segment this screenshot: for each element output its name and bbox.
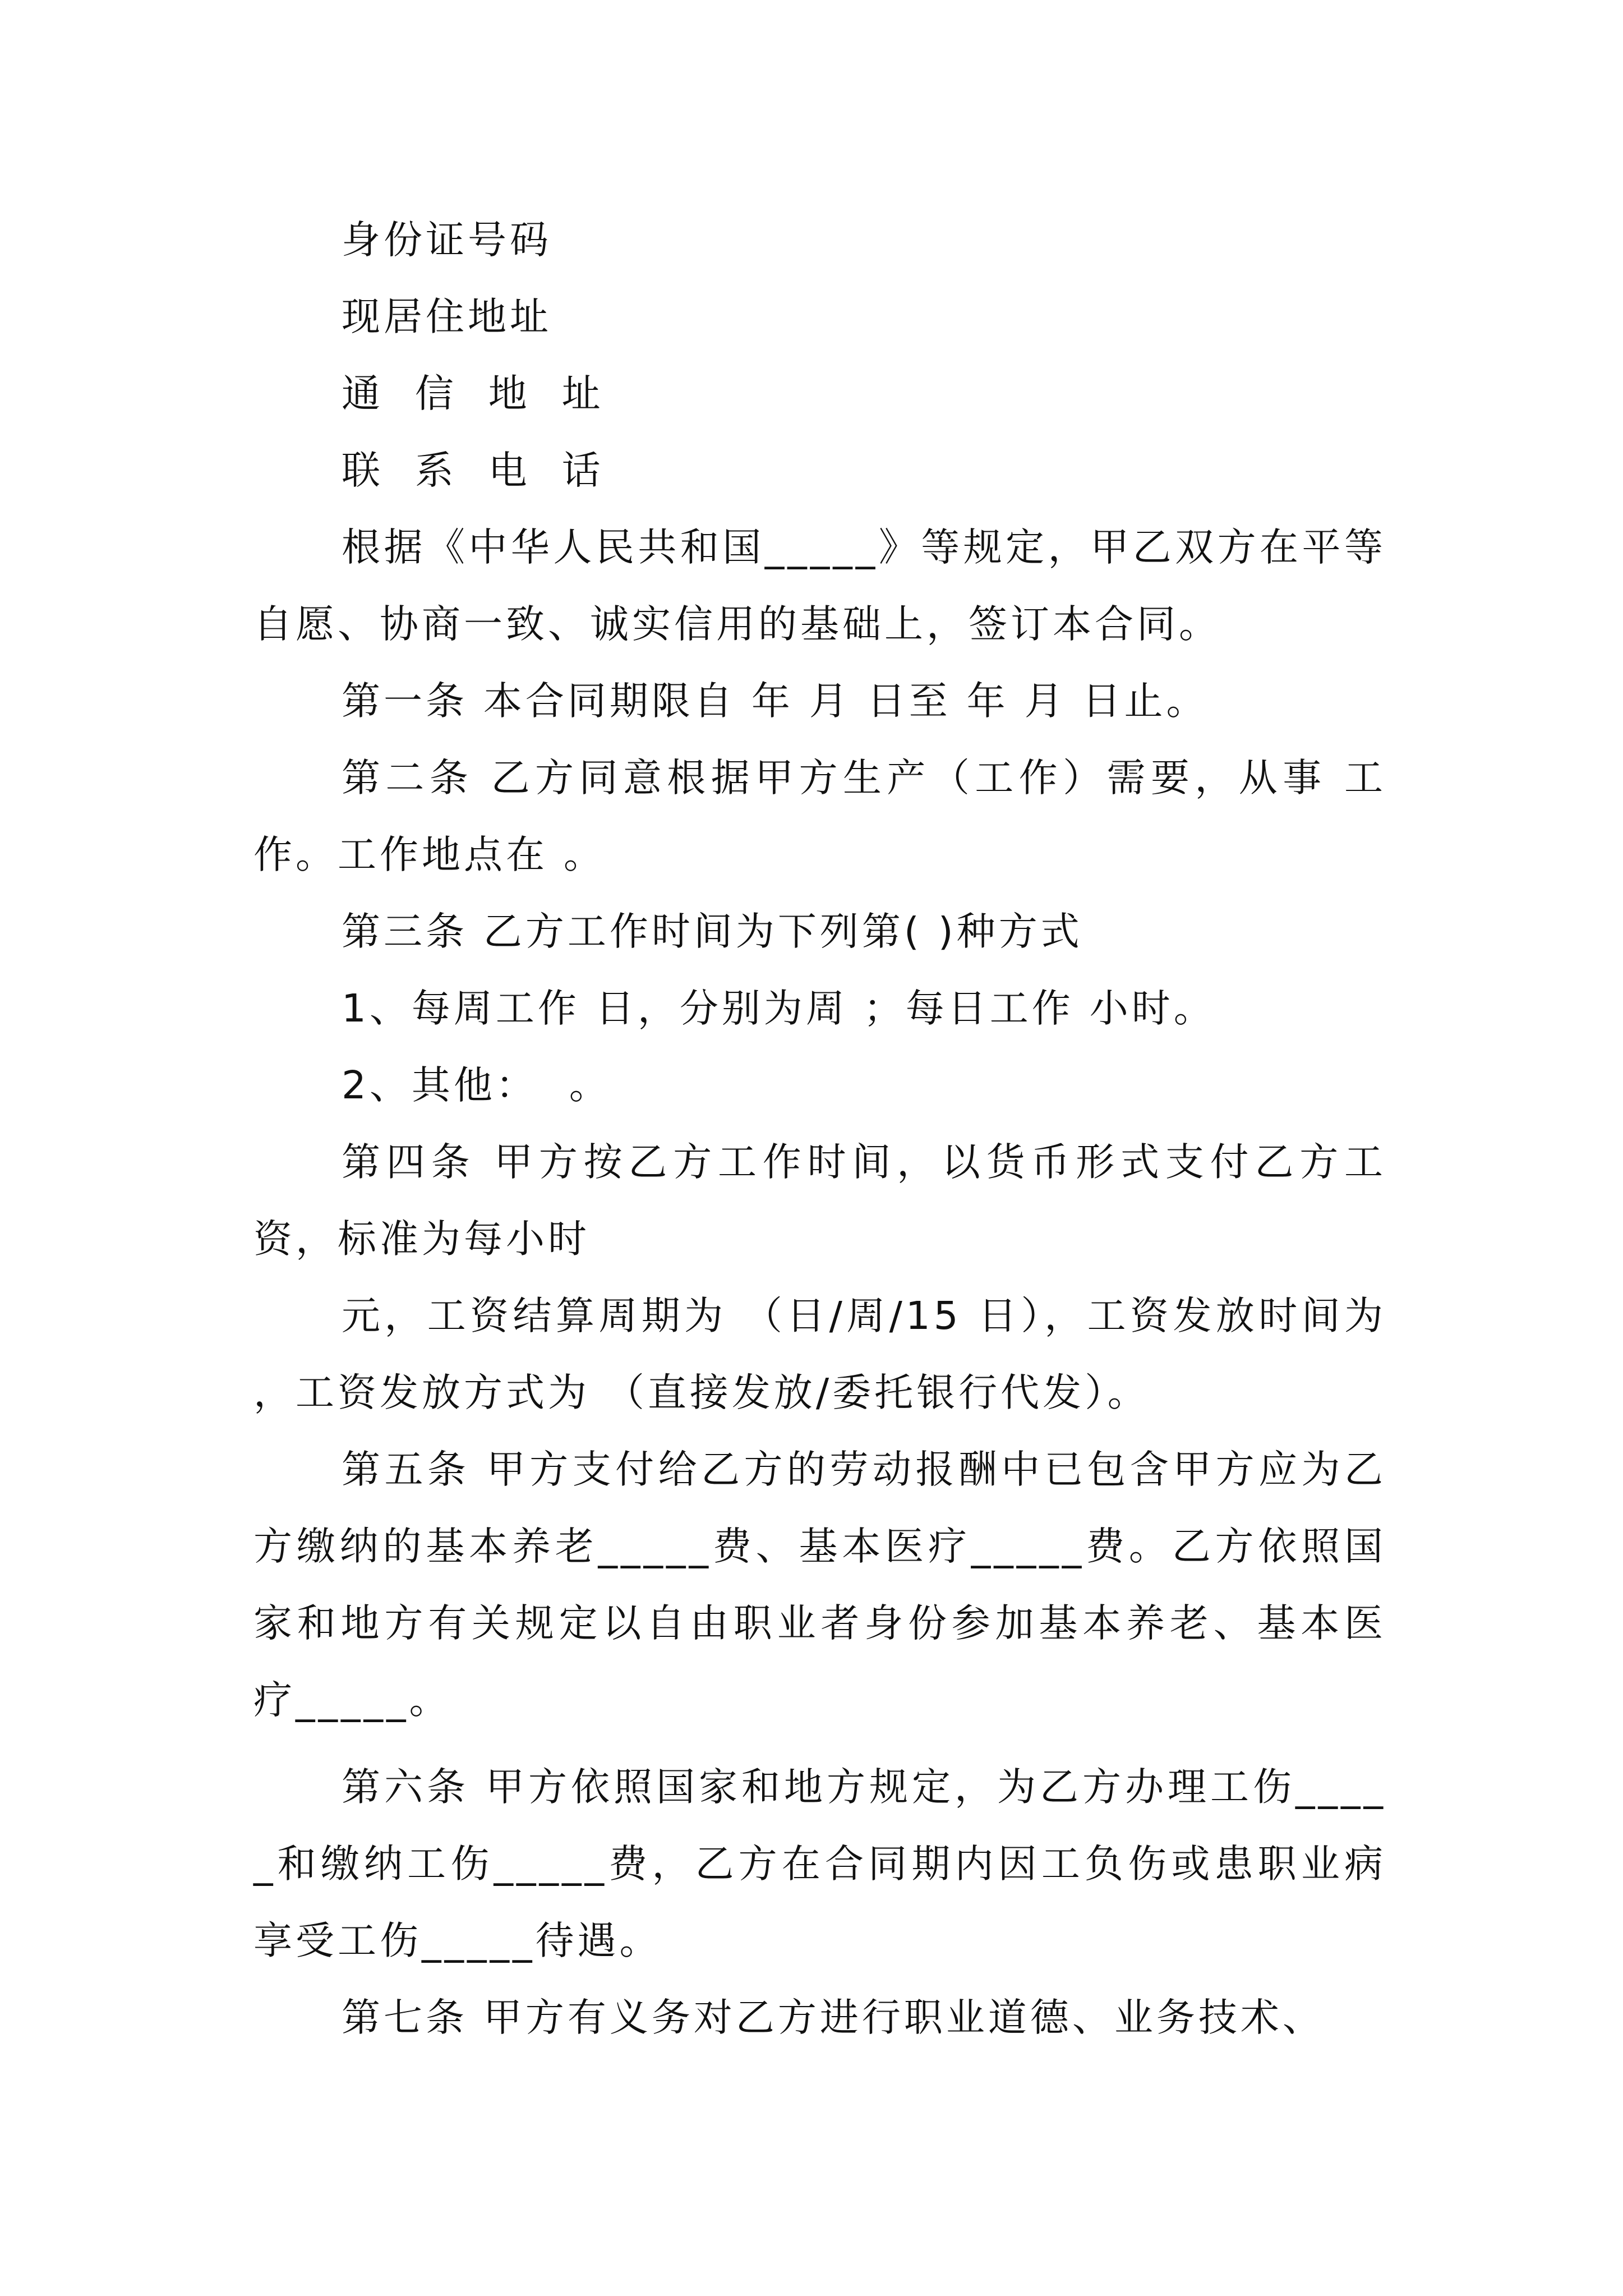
article-2: 第二条 乙方同意根据甲方生产（工作）需要，从事 工作。工作地点在 。 xyxy=(253,756,1386,877)
article-5: 第五条 甲方支付给乙方的劳动报酬中已包含甲方应为乙方缴纳的基本养老_____费、基本医疗_____费。乙方依照国家和地方有关规定以自由职业者身份参加基本养老、基本医疗_____。 xyxy=(253,1447,1386,1723)
document-body xyxy=(253,202,1402,2056)
article-4-continued: 元，工资结算周期为 （日/周/15 日），工资发放时间为 ，工资发放方式为 （直接发放/委托银行代发）。 xyxy=(253,1294,1402,1415)
article-3-option-2: 2、其他： 。 xyxy=(342,1063,611,1108)
phone-label: 联 系 电 话 xyxy=(342,448,604,493)
current-address-label: 现居住地址 xyxy=(342,295,552,339)
article-6: 第六条 甲方依照国家和地方规定，为乙方办理工伤_____和缴纳工伤_____费，乙方在合同期内因工负伤或患职业病享受工伤_____待遇。 xyxy=(253,1765,1386,1963)
id-number-label: 身份证号码 xyxy=(342,218,552,263)
mailing-address-label: 通 信 地 址 xyxy=(342,371,604,416)
preamble-paragraph: 根据《中华人民共和国_____》等规定，甲乙双方在平等自愿、协商一致、诚实信用的基础上，签订本合同。 xyxy=(253,525,1386,647)
article-7: 第七条 甲方有义务对乙方进行职业道德、业务技术、 xyxy=(342,1995,1325,2040)
article-3-option-1: 1、每周工作 日，分别为周 ；每日工作 小时。 xyxy=(342,986,1216,1031)
article-3: 第三条 乙方工作时间为下列第( )种方式 xyxy=(342,909,1083,954)
article-1: 第一条 本合同期限自 年 月 日至 年 月 日止。 xyxy=(342,679,1209,724)
article-4: 第四条 甲方按乙方工作时间，以货币形式支付乙方工资，标准为每小时 xyxy=(253,1140,1386,1262)
